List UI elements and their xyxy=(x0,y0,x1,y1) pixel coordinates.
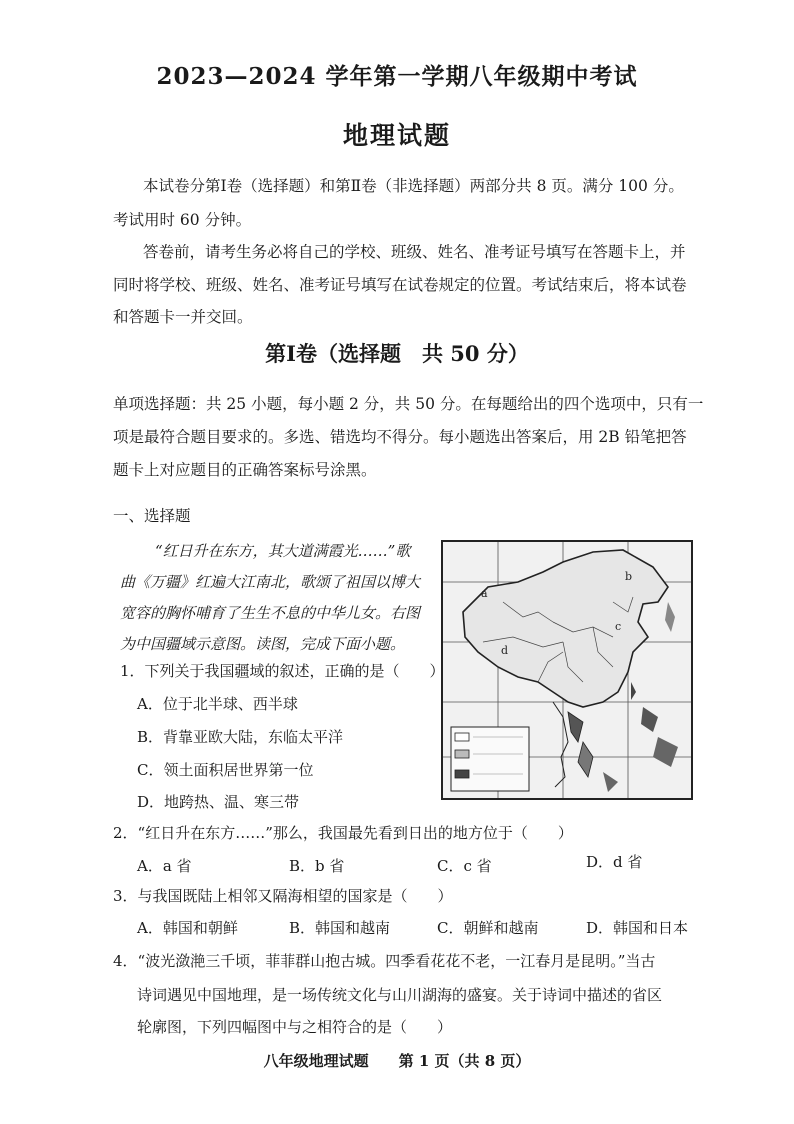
question-1-stem: 1．下列关于我国疆域的叙述，正确的是（ ） xyxy=(120,662,445,680)
question-2-stem: 2．“红日升在东方……”那么，我国最先看到日出的地方位于（ ） xyxy=(113,824,573,842)
passage-line: 宽容的胸怀哺育了生生不息的中华儿女。右图 xyxy=(120,604,421,622)
intro-line: 本试卷分第Ⅰ卷（选择题）和第Ⅱ卷（非选择题）两部分共 8 页。满分 100 分。 xyxy=(143,177,684,195)
intro-line: 同时将学校、班级、姓名、准考证号填写在试卷规定的位置。考试结束后，将本试卷 xyxy=(113,276,687,294)
question-3-option[interactable]: B．韩国和越南 xyxy=(289,919,391,937)
subject-title: 地理试题 xyxy=(342,121,451,150)
question-3-option[interactable]: C．朝鲜和越南 xyxy=(437,919,539,937)
instruction-line: 单项选择题：共 25 小题，每小题 2 分，共 50 分。在每题给出的四个选项中，只有一 xyxy=(113,395,704,413)
question-1-option[interactable]: A．位于北半球、西半球 xyxy=(137,695,298,713)
map-label-d: d xyxy=(501,644,509,657)
question-4-line: 诗词遇见中国地理，是一场传统文化与山川湖海的盛宴。关于诗词中描述的省区 xyxy=(137,986,663,1004)
passage-line: 曲《万疆》红遍大江南北，歌颂了祖国以博大 xyxy=(120,573,421,591)
instruction-line: 题卡上对应题目的正确答案标号涂黑。 xyxy=(113,461,377,479)
question-2-option[interactable]: C．c 省 xyxy=(437,857,492,875)
map-graphic xyxy=(443,542,691,798)
question-3-option[interactable]: A．韩国和朝鲜 xyxy=(137,919,238,937)
china-territory-map xyxy=(441,540,693,800)
passage-line: “红日升在东方，其大道满霞光……”歌 xyxy=(155,542,411,560)
instruction-line: 项是最符合题目要求的。多选、错选均不得分。每小题选出答案后，用 2B 铅笔把答 xyxy=(113,428,687,446)
map-label-c: c xyxy=(615,620,622,633)
exam-title: 2023—2024 学年第一学期八年级期中考试 xyxy=(156,63,638,90)
question-2-option[interactable]: B．b 省 xyxy=(289,857,345,875)
intro-line: 答卷前，请考生务必将自己的学校、班级、姓名、准考证号填写在答题卡上，并 xyxy=(143,243,686,261)
passage-line: 为中国疆域示意图。读图，完成下面小题。 xyxy=(120,635,406,653)
question-3-option[interactable]: D．韩国和日本 xyxy=(586,919,689,937)
intro-line: 考试用时 60 分钟。 xyxy=(113,211,252,229)
question-4-line: 轮廓图，下列四幅图中与之相符合的是（ ） xyxy=(137,1018,453,1036)
question-2-option[interactable]: A．a 省 xyxy=(137,857,192,875)
question-2-option[interactable]: D．d 省 xyxy=(586,853,643,871)
part-heading: 一、选择题 xyxy=(113,507,191,525)
intro-line: 和答题卡一并交回。 xyxy=(113,308,253,326)
map-label-b: b xyxy=(625,570,633,583)
question-1-option[interactable]: B．背靠亚欧大陆，东临太平洋 xyxy=(137,728,344,746)
page-footer: 八年级地理试题 第 1 页（共 8 页） xyxy=(263,1052,531,1070)
question-3-stem: 3．与我国既陆上相邻又隔海相望的国家是（ ） xyxy=(113,887,453,905)
map-label-a: a xyxy=(481,587,488,600)
question-4-line: 4．“波光潋滟三千顷，菲菲群山抱古城。四季看花花不老，一江春月是昆明。”当古 xyxy=(113,952,656,970)
section-title: 第Ⅰ卷（选择题 共 50 分） xyxy=(265,341,529,366)
question-1-option[interactable]: D．地跨热、温、寒三带 xyxy=(137,793,300,811)
question-1-option[interactable]: C．领土面积居世界第一位 xyxy=(137,761,314,779)
